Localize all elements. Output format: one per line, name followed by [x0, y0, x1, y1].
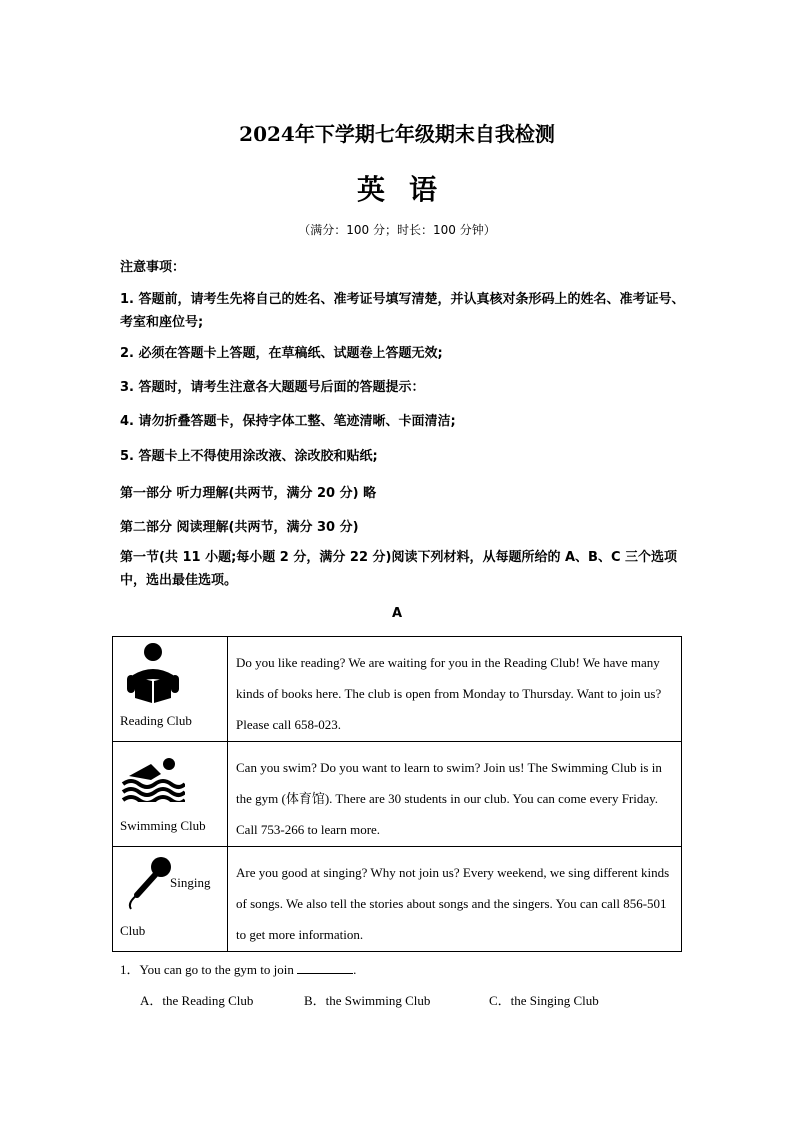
- club-description-swimming: Can you swim? Do you want to learn to swim? Join us! The Swimming Club is in the gym (体育馆). There are 30 students in our club. You can come every Friday. Call 753-266 to learn more.: [228, 742, 682, 847]
- club-name-singing-part2: Club: [120, 923, 146, 938]
- question-1-stem: 1．You can go to the gym to join: [120, 962, 294, 977]
- section-one-instructions: 第一节(共 11 小题;每小题 2 分，满分 22 分)阅读下列材料，从每题所给的 A、B、C 三个选项中，选出最佳选项。: [120, 550, 678, 588]
- club-name-reading: Reading Club: [120, 713, 192, 728]
- exam-title: 2024年下学期七年级期末自我检测: [239, 122, 555, 146]
- option-c: C．the Singing Club: [489, 993, 599, 1008]
- question-1-stem-end: .: [353, 962, 357, 977]
- club-description-reading: Do you like reading? We are waiting for you in the Reading Club! We have many kinds of books here. The club is open from Monday to Thursday. Want to join us? Please call 658-023.: [228, 637, 682, 742]
- notice-item: 1. 答题前，请考生先将自己的姓名、准考证号填写清楚，并认真核对条形码上的姓名、准考证号、考室和座位号;: [120, 292, 685, 330]
- club-icon-cell: [113, 637, 228, 742]
- answer-blank: [297, 961, 353, 974]
- exam-info: （满分：100 分；时长：100 分钟）: [298, 223, 496, 237]
- reading-person-icon: [123, 641, 183, 703]
- swimmer-icon: [121, 756, 185, 802]
- clubs-table: [112, 636, 682, 952]
- option-a: A．the Reading Club: [140, 993, 254, 1008]
- option-b: B．the Swimming Club: [304, 993, 431, 1008]
- club-description-singing: Are you good at singing? Why not join us? Every weekend, we sing different kinds of songs. We also tell the stories about songs and the singers. You can call 856-501 to get more information.: [228, 847, 682, 952]
- table-row: [113, 637, 682, 742]
- notice-heading: 注意事项：: [120, 260, 186, 275]
- club-name-singing-part1: Singing: [170, 875, 211, 890]
- part-two-heading: 第二部分 阅读理解(共两节，满分 30 分): [120, 520, 359, 535]
- passage-label: A: [391, 606, 403, 621]
- notice-item: 2. 必须在答题卡上答题，在草稿纸、试题卷上答题无效;: [120, 346, 443, 361]
- question-1: [120, 959, 356, 978]
- part-one-heading: 第一部分 听力理解(共两节，满分 20 分) 略: [120, 486, 377, 501]
- table-row: [113, 742, 682, 847]
- club-icon-cell: [113, 742, 228, 847]
- notice-item: 3. 答题时，请考生注意各大题题号后面的答题提示：: [120, 380, 425, 395]
- notice-item: 4. 请勿折叠答题卡，保持字体工整、笔迹清晰、卡面清洁;: [120, 414, 456, 429]
- subject-title: 英语: [356, 173, 461, 206]
- club-name-swimming: Swimming Club: [120, 818, 206, 833]
- table-row: [113, 847, 682, 952]
- notice-item: 5. 答题卡上不得使用涂改液、涂改胶和贴纸;: [120, 449, 378, 464]
- club-icon-cell: [113, 847, 228, 952]
- microphone-icon: [123, 855, 173, 911]
